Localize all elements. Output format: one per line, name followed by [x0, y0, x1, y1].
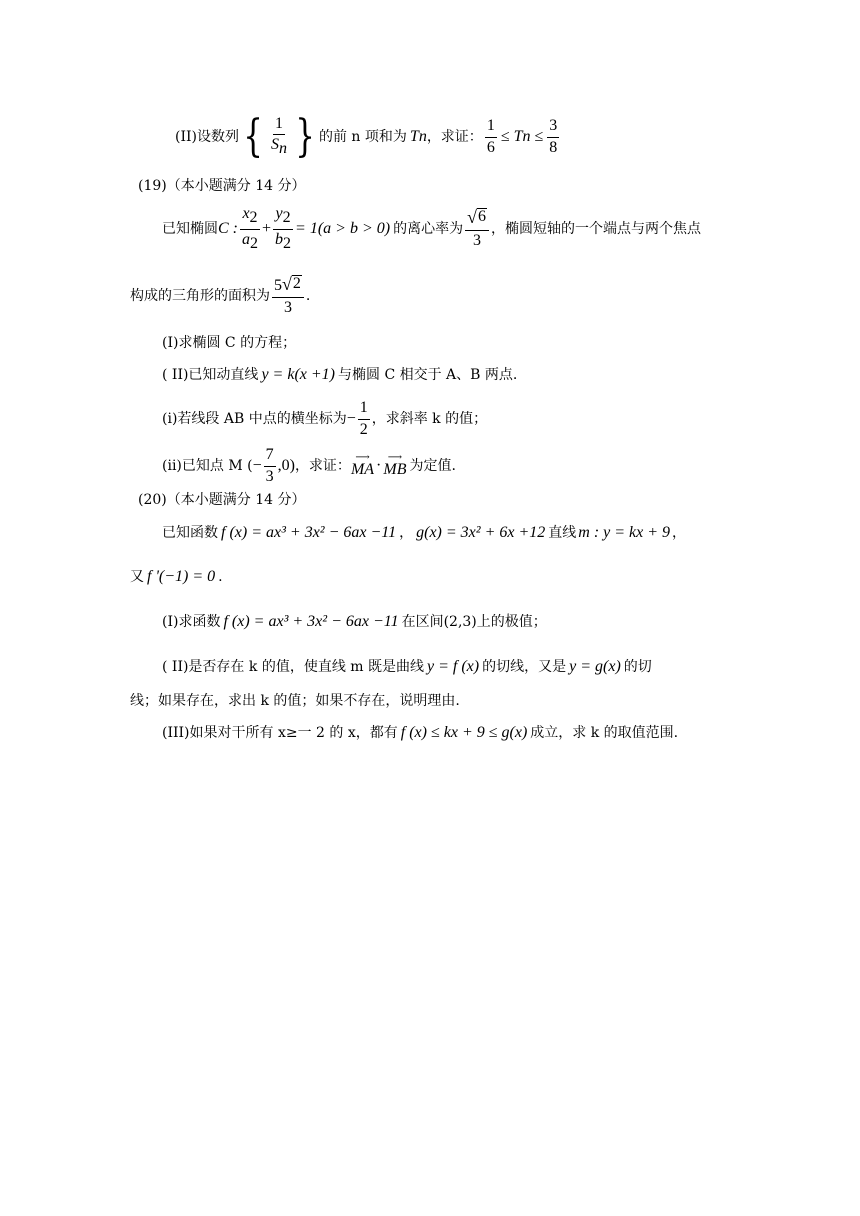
q20-part1-tail: 在区间(2,3)上的极值； [401, 614, 547, 630]
sub-ii-prefix: (ii)已知点 M ( [162, 458, 253, 474]
sqrt-symbol: √ [282, 274, 292, 295]
f-definition: f (x) = ax³ + 3x² − 6ax −11 [221, 524, 397, 541]
also-label: 又 [130, 569, 144, 585]
seq-denominator-sub: n [278, 140, 287, 158]
q20-part2-line2: 线；如果存在，求出 k 的值；如果不存在，说明理由. [130, 693, 460, 709]
vector-mb-label: MB [383, 461, 407, 478]
q20-intro-prefix: 已知函数 [162, 525, 218, 541]
lower-bound-fraction [485, 118, 497, 157]
line-m-equation: m : y = kx + 9 [578, 524, 671, 541]
b-denominator: b [275, 230, 284, 248]
q20-part2-tail: 的切 [623, 659, 652, 675]
comma: ， [399, 525, 414, 541]
q19-header-text: (19)（本小题满分 14 分） [138, 178, 306, 194]
q19-sub-i [162, 397, 487, 441]
q19-intro-prefix: 已知椭圆 [162, 221, 218, 237]
upper-num: 3 [547, 118, 559, 138]
q19-sub-ii [162, 444, 456, 488]
sqrt-symbol: √ [467, 207, 477, 228]
left-brace: { [243, 111, 263, 162]
half-den: 2 [359, 420, 368, 438]
period: . [218, 569, 223, 585]
q20-part3 [162, 725, 678, 741]
q20-part3-prefix: (III)如果对干所有 x≥一 2 的 x，都有 [162, 725, 398, 741]
seq-numerator: 1 [273, 116, 285, 136]
sub-ii-prove: ，求证： [294, 458, 351, 474]
g-definition: g(x) = 3x² + 6x +12 [416, 524, 546, 541]
vector-mb [383, 454, 406, 478]
y-numerator-sub: 2 [282, 208, 291, 226]
dot-product: · [376, 457, 382, 474]
y-over-b-fraction [273, 206, 293, 253]
q20-part2-mid: 的切线，又是 [482, 659, 567, 675]
seven-num: 7 [264, 447, 276, 467]
q19-part2-prefix: ( II)已知动直线 [162, 367, 259, 383]
eccentricity-label: 的离心率为 [393, 221, 464, 237]
q19-part1-text: (I)求椭圆 C 的方程； [162, 335, 297, 351]
curve-g: y = g(x) [569, 658, 621, 675]
ecc-denominator: 3 [473, 232, 482, 249]
area-fraction [272, 275, 304, 317]
minus-sign: − [346, 410, 356, 427]
upper-den: 8 [549, 138, 558, 156]
q20-fprime-line [130, 569, 223, 585]
arrow-icon: ⟶ [387, 452, 403, 463]
ellipse-name: C : [218, 220, 238, 237]
seq-fraction [269, 116, 289, 159]
inequality-mid: ≤ Tn ≤ [500, 128, 544, 145]
vector-ma [351, 454, 374, 478]
q20-header-text: (20)（本小题满分 14 分） [138, 492, 306, 508]
half-num: 1 [358, 400, 370, 420]
sub-ii-tail: 为定值. [409, 458, 456, 474]
part3-inequality: f (x) ≤ kx + 9 ≤ g(x) [400, 724, 528, 741]
q20-part2-continued [130, 694, 460, 708]
comma: ， [672, 525, 687, 541]
q20-part1-prefix: (I)求函数 [162, 614, 221, 630]
period: . [305, 288, 311, 304]
q19-part2-tail: 与椭圆 C 相交于 A、B 两点. [338, 367, 518, 383]
x-numerator: x [242, 204, 250, 222]
q19-intro-line [162, 204, 701, 252]
q19-area-line [130, 274, 310, 318]
q18-part2-prefix: (II)设数列 [175, 129, 239, 145]
upper-bound-fraction [547, 118, 559, 157]
line-m-prefix: 直线 [548, 525, 577, 541]
q18-part2-mid: 的前 n 项和为 [318, 129, 407, 145]
point-coord-tail: ,0) [277, 457, 295, 474]
arrow-icon: ⟶ [355, 452, 370, 463]
sub-i-prefix: (i)若线段 AB 中点的横坐标为 [162, 411, 347, 427]
part1-f: f (x) = ax³ + 3x² − 6ax −11 [223, 613, 399, 630]
sub-i-tail: ，求斜率 k 的值； [371, 411, 488, 427]
lower-den: 6 [486, 138, 495, 156]
q20-part1 [162, 614, 547, 630]
a-denominator-sub: 2 [250, 234, 258, 252]
q19-part1 [162, 336, 296, 350]
q18-prove: ，求证： [426, 129, 483, 145]
q19-intro-tail: ，椭圆短轴的一个端点与两个焦点 [490, 221, 701, 237]
f-prime-condition: f '(−1) = 0 [147, 568, 216, 585]
area-label: 构成的三角形的面积为 [130, 288, 270, 304]
q20-part3-tail: 成立，求 k 的取值范围. [530, 725, 679, 741]
three-den: 3 [265, 467, 274, 485]
y-numerator: y [275, 204, 283, 222]
x-over-a-fraction [240, 206, 260, 253]
q20-part2 [162, 659, 652, 675]
b-denominator-sub: 2 [283, 234, 292, 252]
lower-num: 1 [485, 118, 497, 138]
q20-header [138, 493, 305, 507]
q18-part2-line [175, 112, 561, 162]
q20-part2-prefix: ( II)是否存在 k 的值，使直线 m 既是曲线 [162, 659, 424, 675]
seq-denominator: S [270, 136, 279, 154]
right-brace: } [295, 111, 315, 162]
plus-sign: + [262, 220, 272, 237]
minus-sign: − [252, 457, 262, 474]
t-symbol: T [409, 128, 419, 145]
q20-intro-line [162, 525, 686, 541]
curve-f: y = f (x) [427, 658, 480, 675]
x-numerator-sub: 2 [249, 208, 258, 226]
t-sub: n [418, 128, 427, 145]
ecc-radicand: 6 [477, 208, 486, 226]
q19-part2 [162, 367, 517, 383]
half-fraction [358, 400, 370, 439]
vector-ma-label: MA [350, 461, 375, 478]
ellipse-condition: = 1(a > b > 0) [295, 220, 391, 237]
a-denominator: a [242, 230, 250, 248]
eccentricity-fraction [465, 208, 489, 250]
area-radicand: 2 [292, 275, 301, 293]
line-equation: y = k(x +1) [261, 366, 335, 383]
area-coef: 5 [274, 277, 282, 295]
q19-header [138, 179, 305, 193]
seven-thirds-fraction [264, 447, 276, 486]
area-denominator: 3 [283, 299, 292, 316]
